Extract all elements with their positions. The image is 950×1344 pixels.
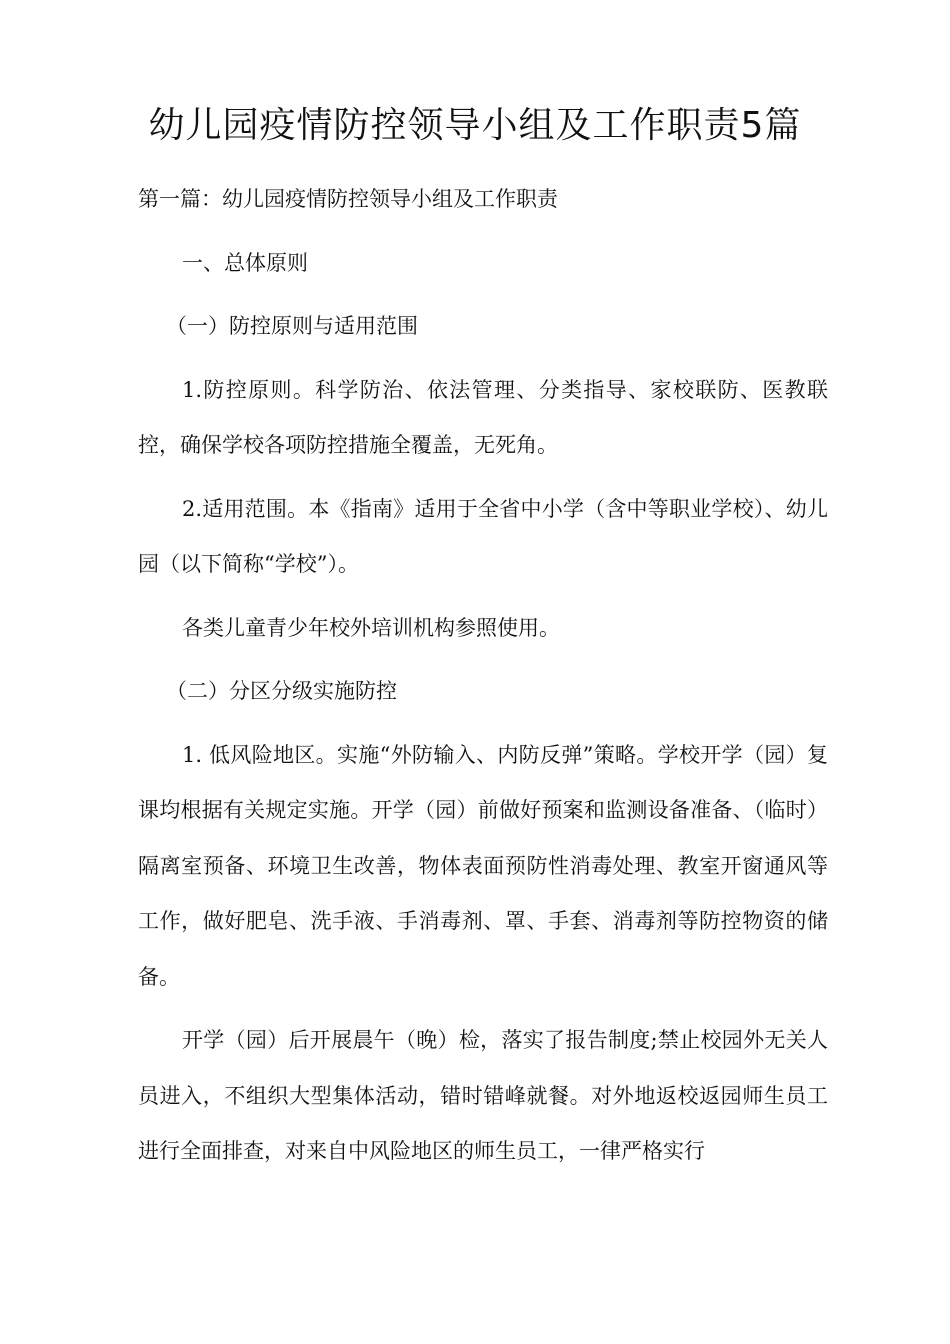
- subsection-heading: （一）防控原则与适用范围: [166, 314, 418, 338]
- paragraph: 1. 低风险地区。实施“外防输入、内防反弹”策略。学校开学（园）复课均根据有关规定实施。开学（园）前做好预案和监测设备准备、（临时）隔离室预备、环境卫生改善，物体表面预防性消毒处理、教室开窗通风等工作，做好肥皂、洗手液、手消毒剂、罩、手套、消毒剂等防控物资的储备。: [138, 742, 828, 989]
- paragraph: 2.适用范围。本《指南》适用于全省中小学（含中等职业学校）、幼儿园（以下简称“学校”）。: [138, 496, 828, 576]
- section-heading: 一、总体原则: [182, 250, 308, 275]
- paragraph: 各类儿童青少年校外培训机构参照使用。: [182, 615, 560, 640]
- paragraph: 开学（园）后开展晨午（晚）检，落实了报告制度;禁止校园外无关人员进入，不组织大型集体活动，错时错峰就餐。对外地返校返园师生员工进行全面排查，对来自中风险地区的师生员工，一律严格实行: [138, 1028, 828, 1163]
- paragraph: 1.防控原则。科学防治、依法管理、分类指导、家校联防、医教联控，确保学校各项防控措施全覆盖，无死角。: [138, 377, 828, 457]
- document-body: [138, 172, 828, 1188]
- subsection-heading: （二）分区分级实施防控: [166, 679, 397, 703]
- document-title: 幼儿园疫情防控领导小组及工作职责5篇: [148, 105, 802, 146]
- chapter-heading: 第一篇：幼儿园疫情防控领导小组及工作职责: [138, 187, 558, 211]
